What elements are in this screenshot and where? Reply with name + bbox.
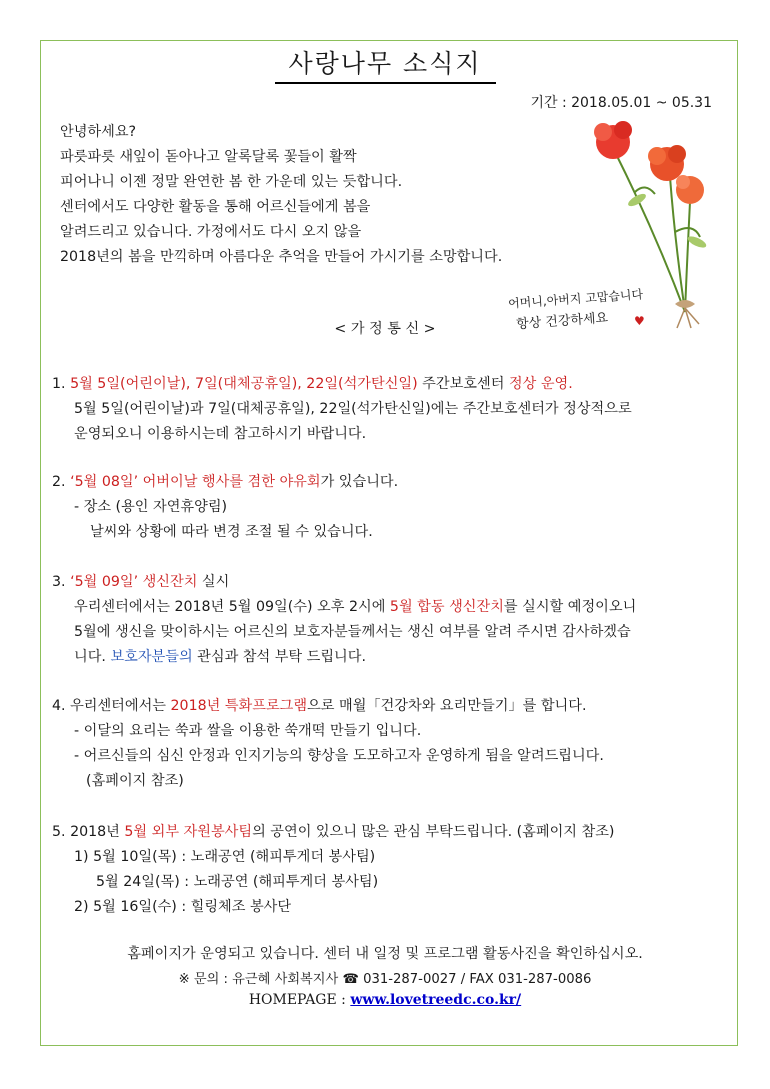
- item2-headline: 2. ‘5월 08일’ 어버이날 행사를 겸한 야유회가 있습니다.: [52, 474, 399, 490]
- item5-line: 5월 24일(목) : 노래공연 (해피투게더 봉사팀): [96, 874, 379, 890]
- homepage-label: HOMEPAGE :: [248, 992, 351, 1008]
- contact-info: ※ 문의 : 유근혜 사회복지사 ☎ 031-287-0027 / FAX 031-287-0086: [178, 972, 592, 987]
- item4-line: (홈페이지 참조): [86, 773, 184, 789]
- greeting-line: 2018년의 봄을 만끽하며 아름다운 추억을 만들어 가시기를 소망합니다.: [60, 249, 503, 265]
- item3-line: 니다. 보호자분들의 관심과 참석 부탁 드립니다.: [74, 649, 366, 665]
- greeting-line: 안녕하세요?: [60, 124, 137, 140]
- item5-headline: 5. 2018년 5월 외부 자원봉사팀의 공연이 있으니 많은 관심 부탁드립니다. (홈페이지 참조): [52, 824, 615, 840]
- item4-line: - 어르신들의 심신 안정과 인지기능의 향상을 도모하고자 운영하게 됨을 알려드립니다.: [74, 748, 604, 764]
- item1-headline: 1. 5월 5일(어린이날), 7일(대체공휴일), 22일(석가탄신일) 주간보호센터 정상 운영.: [52, 376, 573, 392]
- period-text: 기간 : 2018.05.01 ~ 05.31: [530, 95, 712, 111]
- image-caption-line2: 항상 건강하세요: [515, 310, 609, 333]
- image-caption-line1: 어머니,아버지 고맙습니다: [507, 287, 644, 311]
- item3-headline: 3. ‘5월 09일’ 생신잔치 실시: [52, 574, 230, 590]
- item4-line: - 이달의 요리는 쑥과 쌀을 이용한 쑥개떡 만들기 입니다.: [74, 723, 422, 739]
- homepage-link[interactable]: www.lovetreedc.co.kr/: [350, 992, 522, 1008]
- item1-line: 운영되오니 이용하시는데 참고하시기 바랍니다.: [74, 426, 367, 442]
- homepage-line: [0, 992, 770, 1008]
- greeting-line: 센터에서도 다양한 활동을 통해 어르신들에게 봄을: [60, 199, 371, 215]
- item3-line: 우리센터에서는 2018년 5월 09일(수) 오후 2시에 5월 합동 생신잔치를 실시할 예정이오니: [74, 599, 637, 615]
- greeting-line: 피어나니 이젠 정말 완연한 봄 한 가운데 있는 듯합니다.: [60, 174, 403, 190]
- item3-line: 5월에 생신을 맞이하시는 어르신의 보호자분들께서는 생신 여부를 알려 주시면 감사하겠습: [74, 624, 631, 640]
- item2-line: 날씨와 상황에 따라 변경 조절 될 수 있습니다.: [90, 524, 373, 540]
- item5-line: 1) 5월 10일(목) : 노래공연 (해피투게더 봉사팀): [74, 849, 376, 865]
- item4-headline: 4. 우리센터에서는 2018년 특화프로그램으로 매월「건강차와 요리만들기」를 합니다.: [52, 698, 587, 714]
- item1-line: 5월 5일(어린이날)과 7일(대체공휴일), 22일(석가탄신일)에는 주간보호센터가 정상적으로: [74, 401, 632, 417]
- item2-line: - 장소 (용인 자연휴양림): [74, 499, 228, 515]
- section-heading: < 가 정 통 신 >: [334, 321, 436, 337]
- greeting-line: 알려드리고 있습니다. 가정에서도 다시 오지 않을: [60, 224, 362, 240]
- greeting-line: 파릇파릇 새잎이 돋아나고 알록달록 꽃들이 활짝: [60, 149, 357, 165]
- heart-icon: ♥: [634, 314, 645, 328]
- item5-line: 2) 5월 16일(수) : 힐링체조 봉사단: [74, 899, 292, 915]
- newsletter-title: 사랑나무 소식지: [0, 44, 770, 84]
- footer-notice: 홈페이지가 운영되고 있습니다. 센터 내 일정 및 프로그램 활동사진을 확인하십시오.: [127, 946, 643, 962]
